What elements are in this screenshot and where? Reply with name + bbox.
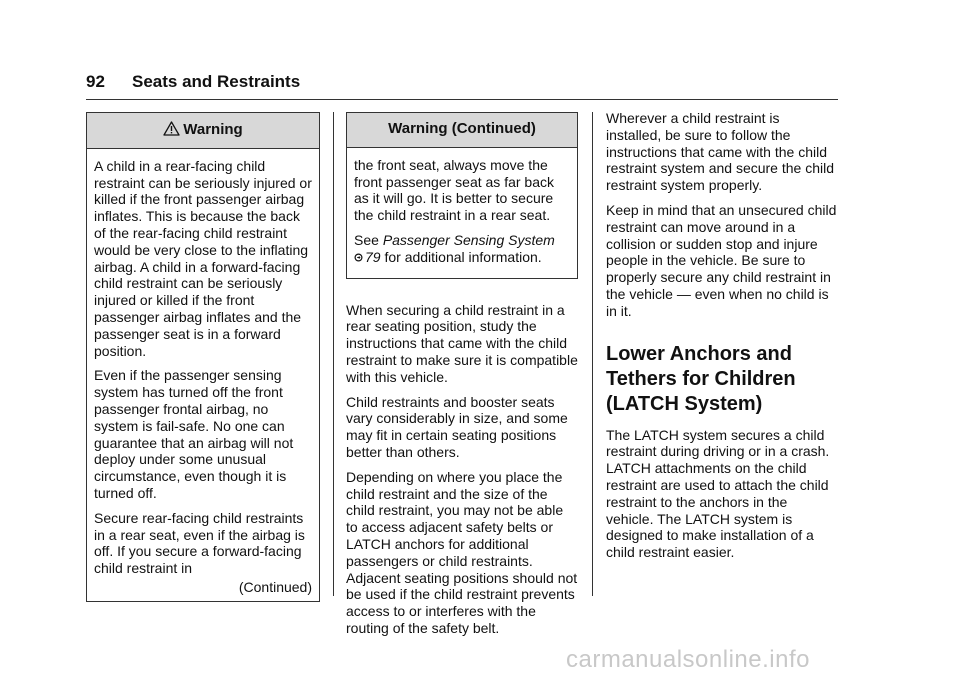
page-header [86,72,838,92]
col2-paragraph-1: When securing a child restraint in a rear seating position, study the instructions that came with the child restraint to make sure it is compatible with this vehicle. [346,301,578,385]
column-divider-2 [592,112,593,596]
col2-paragraph-3: Depending on where you place the child restraint and the size of the child restraint, you may not be able to access adjacent safety belts or LATCH anchors for additional passengers or child restraints. Adjacent seating positions should not be used if the child restraint prevents access to or interferes with the routing of the safety belt. [346,468,578,636]
page-number: 92 [86,72,105,91]
column-3 [606,112,838,569]
warning-triangle-icon [163,121,180,136]
warning-paragraph-2: Even if the passenger sensing system has turned off the front passenger frontal airbag, no system is fail-safe. No one can guarantee that an airbag will not deploy under some unusual circumstance, even though it is turned off. [94,367,294,501]
page-ref-icon [354,252,363,263]
warning-box [86,112,320,602]
col3-paragraph-2: Keep in mind that an unsecured child restraint can move around in a collision or sudden stop and injure people in the vehicle. Be sure to properly secure any child restraint in the vehicle — even when no child is in it. [606,201,837,319]
section-title: Lower Anchors and Tethers for Children (LATCH System) [606,342,796,415]
see-reference-link[interactable]: Passenger Sensing System [382,231,555,248]
see-prefix: See [354,231,383,248]
continued-label: (Continued) [238,578,312,595]
section-paragraph: The LATCH system secures a child restraint during driving or in a crash. LATCH attachments on the child restraint are used to attach the child restraint to the anchors in the vehicle. The LATCH system is designed to make installation of a child restraint easier. [606,426,830,561]
column-2-text [346,302,578,637]
warning-paragraph-1: A child in a rear-facing child restraint can be seriously injured or killed if the front passenger airbag inflates. This is because the back of the rear-facing child restraint would be very close to the inflating airbag. A child in a forward-facing child restraint can be seriously injured or killed if the front passenger airbag inflates and the passenger seat is in a forward position. [94,157,312,359]
warning-box-body [87,149,319,601]
warning-paragraph-3: Secure rear-facing child restraints in a rear seat, even if the airbag is off. If you secure a forward-facing child restraint in [94,509,305,577]
watermark: carmanualsonline.info [566,646,810,673]
warning-continued-body [347,148,577,278]
page-ref-number[interactable]: 79 [365,248,381,265]
column-divider-1 [333,112,334,596]
warning-continued-box [346,112,578,279]
see-reference [354,232,570,266]
section-heading: Seats and Restraints [132,72,301,91]
col3-paragraph-1: Wherever a child restraint is installed, be sure to follow the instructions that came with the child restraint system and secure the child restraint system properly. [606,110,834,194]
see-suffix: for additional information. [380,248,542,265]
col2-paragraph-2: Child restraints and booster seats vary considerably in size, and some may fit in certain seating positions better than others. [346,393,568,460]
warning-continued-header: Warning (Continued) [347,113,577,148]
warning-box-header [87,113,319,149]
column-1 [86,112,320,602]
warning-title: Warning [183,121,243,138]
warning-continued-paragraph: the front seat, always move the front passenger seat as far back as it will go. It is better to secure the child restraint in a rear seat. [354,156,554,224]
column-2 [346,112,578,645]
header-rule [86,99,838,100]
